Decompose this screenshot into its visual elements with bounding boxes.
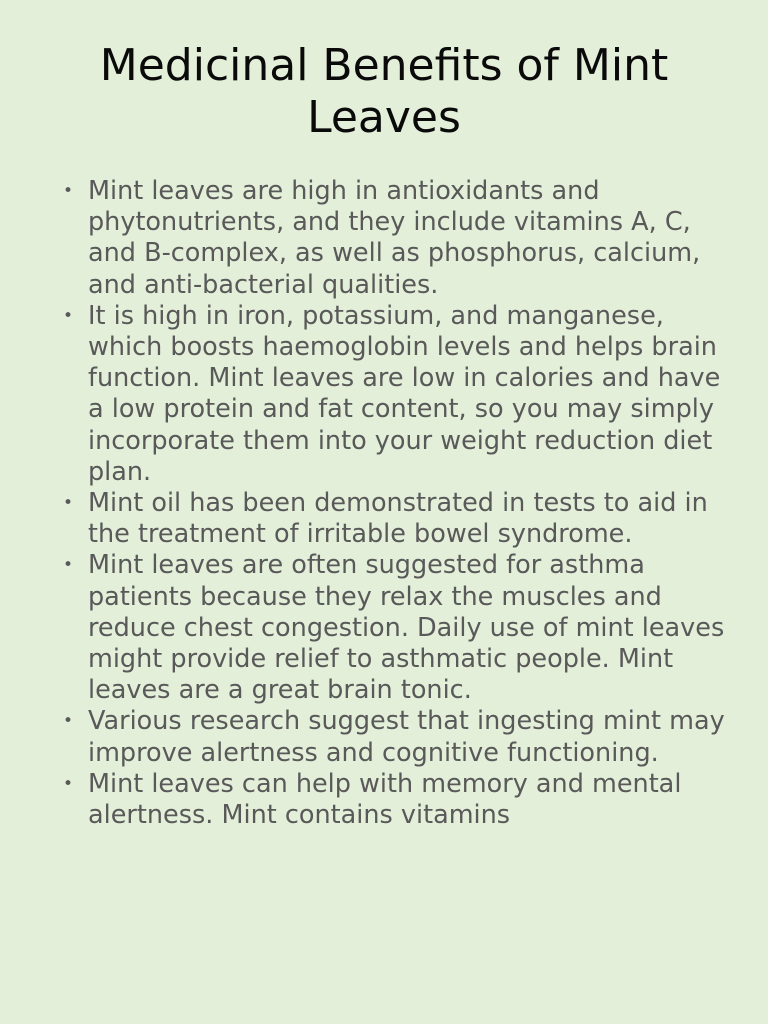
list-item-text: Mint leaves are often suggested for asthma patients because they relax the muscles and reduce chest congestion. Daily use of mint leaves might provide relief to asthmatic people. Mint leaves are a great brain tonic. (88, 550, 725, 706)
bullet-icon: • (63, 773, 74, 794)
bullet-icon: • (63, 711, 74, 732)
bullet-icon: • (63, 493, 74, 514)
bullet-list (60, 176, 728, 831)
list-item-text: Various research suggest that ingesting mint may improve alertness and cognitive functioning. (88, 706, 725, 768)
list-item-text: Mint leaves are high in antioxidants and phytonutrients, and they include vitamins A, C, and B-complex, as well as phosphorus, calcium, and anti-bacterial qualities. (88, 176, 701, 300)
list-item (60, 706, 728, 768)
list-item-text: It is high in iron, potassium, and manganese, which boosts haemoglobin levels and helps brain function. Mint leaves are low in calories and have a low protein and fat content, so you may simply incorporate them into your weight reduction diet plan. (88, 300, 721, 487)
bullet-icon: • (63, 555, 74, 576)
list-item (60, 176, 728, 301)
list-item (60, 301, 728, 488)
page-title: Medicinal Benefits of Mint Leaves (99, 40, 669, 143)
list-item-text: Mint oil has been demonstrated in tests to aid in the treatment of irritable bowel syndrome. (88, 488, 708, 550)
list-item (60, 769, 728, 831)
bullet-icon: • (63, 305, 74, 326)
list-item-text: Mint leaves can help with memory and mental alertness. Mint contains vitamins (88, 768, 682, 831)
list-item (60, 488, 728, 550)
list-item (60, 550, 728, 706)
bullet-icon: • (63, 181, 74, 201)
